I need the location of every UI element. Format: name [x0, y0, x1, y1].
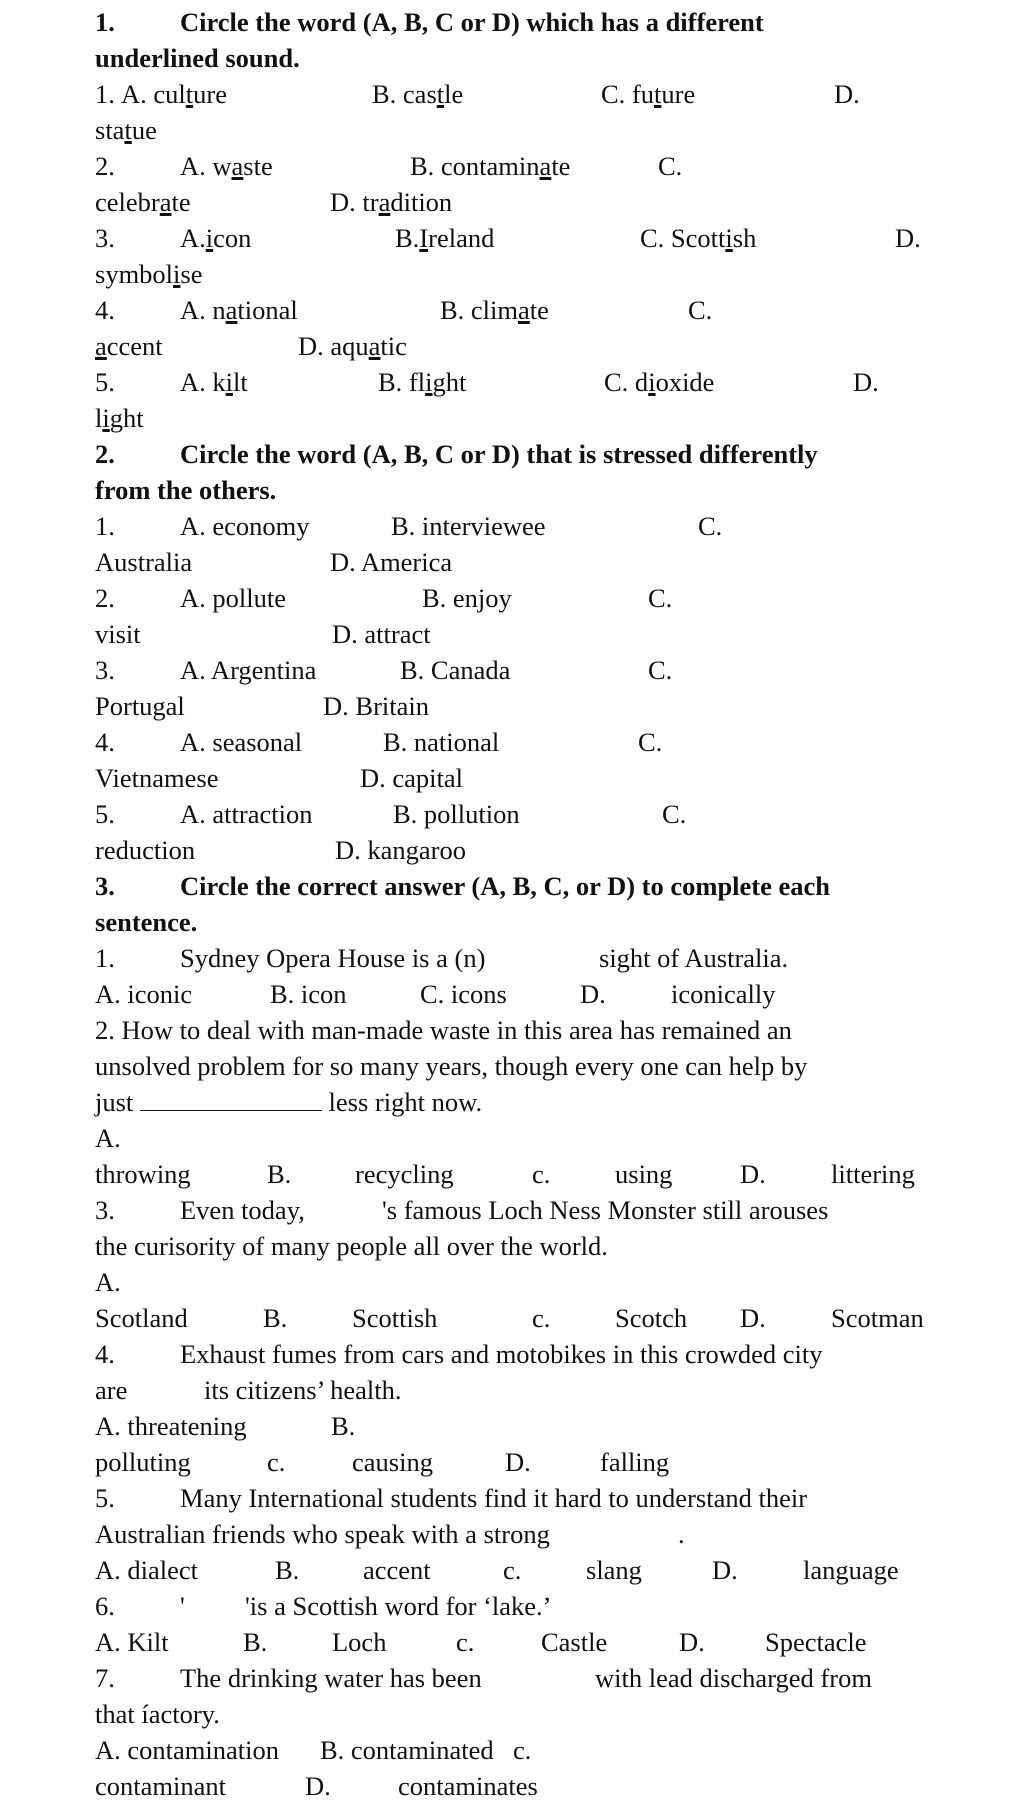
- s1q5-number: 5.: [95, 367, 115, 397]
- s1q1-option-c: C. future: [601, 79, 696, 109]
- s1q5-option-b: B. flight: [378, 367, 467, 397]
- s3q4-number: 4.: [95, 1339, 115, 1369]
- s3q7-option-d: contaminates: [398, 1771, 538, 1801]
- s3q5-option-c: slang: [586, 1555, 642, 1585]
- s1q3-number: 3.: [95, 223, 115, 253]
- s1-question-3: [95, 220, 996, 256]
- s3-question-5-cont: [95, 1516, 996, 1552]
- s2q5-option-c: reduction: [95, 835, 196, 865]
- section1-heading-text: Circle the word (A, B, C or D) which has a different: [180, 7, 764, 37]
- s3q1-option-b: B. icon: [270, 979, 347, 1009]
- s3q4-rest: its citizens’ health.: [204, 1375, 402, 1405]
- s2q2-number: 2.: [95, 583, 115, 613]
- s3q7-number: 7.: [95, 1663, 115, 1693]
- s3q4-option-d: falling: [600, 1447, 670, 1477]
- s2-question-3-cont: [95, 688, 996, 724]
- s1q2-option-d: D. tradition: [330, 187, 453, 217]
- s2q5-option-c-label: C.: [662, 799, 687, 829]
- s3q2-option-d: littering: [831, 1159, 915, 1189]
- s3q7-option-c-label: c.: [513, 1735, 532, 1765]
- s3q3-option-d: Scotman: [831, 1303, 924, 1333]
- s2q2-option-c: visit: [95, 619, 141, 649]
- s1q1-option-a: A. culture: [121, 79, 227, 109]
- s2q3-option-a: A. Argentina: [180, 655, 317, 685]
- s3q1-option-c: C. icons: [420, 979, 507, 1009]
- s2-question-4: [95, 724, 996, 760]
- s3-question-4: [95, 1336, 996, 1372]
- section1-heading-cont: underlined sound.: [95, 43, 300, 73]
- s2q1-option-a: A. economy: [180, 511, 310, 541]
- section3-heading-cont: sentence.: [95, 907, 198, 937]
- s1q4-option-c-label: C.: [688, 295, 713, 325]
- s2q3-number: 3.: [95, 655, 115, 685]
- s3q5-option-b-label: B.: [275, 1555, 300, 1585]
- s2q3-option-c: Portugal: [95, 691, 185, 721]
- s1q5-option-c: C. dioxide: [604, 367, 715, 397]
- s2q3-option-c-label: C.: [648, 655, 673, 685]
- section1-heading: [95, 4, 996, 40]
- s3-question-6-options: [95, 1624, 996, 1660]
- s3q2-option-a: throwing: [95, 1159, 191, 1189]
- s3q2-option-a-label: A.: [95, 1123, 121, 1153]
- s1q3-option-d-label: D.: [895, 223, 921, 253]
- s2q2-option-b: B. enjoy: [422, 583, 512, 613]
- section2-number: 2.: [95, 439, 115, 469]
- s3q4-option-c: causing: [352, 1447, 433, 1477]
- s3q6-option-d: Spectacle: [765, 1627, 867, 1657]
- s1q1-option-d: statue: [95, 115, 157, 145]
- s3q2-line3: [95, 1084, 996, 1120]
- s2-question-4-cont: [95, 760, 996, 796]
- s1q4-option-a: A. national: [180, 295, 298, 325]
- s1q2-option-c-label: C.: [658, 151, 683, 181]
- s1q1-option-b: B. castle: [372, 79, 464, 109]
- s3q6-text: 'is a Scottish word for ‘lake.’: [245, 1591, 552, 1621]
- s3-question-4-cont: [95, 1372, 996, 1408]
- s2q5-option-b: B. pollution: [393, 799, 520, 829]
- s3q3-option-b-label: B.: [263, 1303, 288, 1333]
- s3-question-3-options: [95, 1300, 996, 1336]
- s3q6-option-c: Castle: [541, 1627, 608, 1657]
- s2q1-option-b: B. interviewee: [391, 511, 546, 541]
- s1q3-option-b: B.Ireland: [395, 223, 495, 253]
- s3q7-option-b: B. contaminated: [320, 1735, 494, 1765]
- s1-question-5: [95, 364, 996, 400]
- s1q1-number: 1.: [95, 79, 115, 109]
- s2q2-option-a: A. pollute: [180, 583, 286, 613]
- s3q5-option-c-label: c.: [503, 1555, 522, 1585]
- s1q3-option-a: A.icon: [180, 223, 252, 253]
- s3q5-option-d: language: [803, 1555, 899, 1585]
- s1q2-option-c: celebrate: [95, 187, 191, 217]
- s3q3-line2: the curisority of many people all over the world.: [95, 1231, 608, 1261]
- s3q7-option-d-label: D.: [305, 1771, 331, 1801]
- s3q5-option-b: accent: [363, 1555, 431, 1585]
- s3-question-6: [95, 1588, 996, 1624]
- s3q7-text-b: with lead discharged from: [595, 1663, 872, 1693]
- s3q2-line1: 2. How to deal with man-made waste in this area has remained an: [95, 1015, 792, 1045]
- s3-question-7-options-1: [95, 1732, 996, 1768]
- s3-question-5: [95, 1480, 996, 1516]
- section2-heading-text: Circle the word (A, B, C or D) that is stressed differently: [180, 439, 818, 469]
- s1-question-2-cont: [95, 184, 996, 220]
- s3q6-option-a: A. Kilt: [95, 1627, 169, 1657]
- s2-question-5-cont: [95, 832, 996, 868]
- s3q4-line1: Exhaust fumes from cars and motobikes in this crowded city: [180, 1339, 823, 1369]
- s1q2-number: 2.: [95, 151, 115, 181]
- s1q5-option-d: light: [95, 403, 144, 433]
- s3-question-7-options-2: [95, 1768, 996, 1804]
- s3-question-1-options: [95, 976, 996, 1012]
- section3-number: 3.: [95, 871, 115, 901]
- s1-question-1: [95, 76, 996, 112]
- s2q4-option-a: A. seasonal: [180, 727, 303, 757]
- s1q3-option-c: C. Scottish: [640, 223, 757, 253]
- s1q4-option-b: B. climate: [440, 295, 549, 325]
- s3-question-5-options: [95, 1552, 996, 1588]
- s2q4-option-b: B. national: [383, 727, 500, 757]
- s3q4-option-b-label: B.: [331, 1411, 356, 1441]
- s2q5-number: 5.: [95, 799, 115, 829]
- s3q6-option-b-label: B.: [243, 1627, 268, 1657]
- s1q2-option-a: A. waste: [180, 151, 273, 181]
- s3q2-after-blank: less right now.: [328, 1087, 483, 1117]
- s2q2-option-c-label: C.: [648, 583, 673, 613]
- s3-question-1: [95, 940, 996, 976]
- s2q1-option-c-label: C.: [698, 511, 723, 541]
- s3q7-text-a: The drinking water has been: [180, 1663, 482, 1693]
- s3q2-option-d-label: D.: [740, 1159, 766, 1189]
- s3q7-option-c: contaminant: [95, 1771, 226, 1801]
- section2-heading: [95, 436, 996, 472]
- s3q2-answer-blank: [140, 1084, 322, 1111]
- section3-heading: [95, 868, 996, 904]
- s2q3-option-b: B. Canada: [400, 655, 511, 685]
- s2q5-option-a: A. attraction: [180, 799, 313, 829]
- s3q4-option-a: A. threatening: [95, 1411, 247, 1441]
- s1q4-number: 4.: [95, 295, 115, 325]
- s3q1-text-a: Sydney Opera House is a (n): [180, 943, 486, 973]
- s1-question-4-cont: [95, 328, 996, 364]
- s3q6-quote: ': [180, 1591, 185, 1621]
- s3q6-number: 6.: [95, 1591, 115, 1621]
- s3q3-option-a-label: A.: [95, 1267, 121, 1297]
- s2q4-number: 4.: [95, 727, 115, 757]
- s3q2-line2: unsolved problem for so many years, though every one can help by: [95, 1051, 808, 1081]
- s3q7-line2: that íactory.: [95, 1699, 220, 1729]
- s1q5-option-d-label: D.: [853, 367, 879, 397]
- s3q5-number: 5.: [95, 1483, 115, 1513]
- s3q3-number: 3.: [95, 1195, 115, 1225]
- s3q4-option-d-label: D.: [505, 1447, 531, 1477]
- s2-question-5: [95, 796, 996, 832]
- s3q2-option-c: using: [615, 1159, 673, 1189]
- s2q1-number: 1.: [95, 511, 115, 541]
- section3-heading-text: Circle the correct answer (A, B, C, or D) to complete each: [180, 871, 831, 901]
- s2q2-option-d: D. attract: [332, 619, 431, 649]
- s3q5-option-a: A. dialect: [95, 1555, 199, 1585]
- s3q2-option-b-label: B.: [267, 1159, 292, 1189]
- s1q4-option-d: D. aquatic: [298, 331, 407, 361]
- s3q2-option-c-label: c.: [532, 1159, 551, 1189]
- s3q5-line2: Australian friends who speak with a strong: [95, 1519, 550, 1549]
- s2q1-option-c: Australia: [95, 547, 193, 577]
- s1q4-option-c: accent: [95, 331, 163, 361]
- s1q5-option-a: A. kilt: [180, 367, 248, 397]
- s3-question-4-options-1: [95, 1408, 996, 1444]
- s1-question-4: [95, 292, 996, 328]
- s2-question-1: [95, 508, 996, 544]
- s2q1-option-d: D. America: [330, 547, 453, 577]
- s3q6-option-c-label: c.: [456, 1627, 475, 1657]
- s3q2-just: just: [95, 1087, 134, 1117]
- section1-number: 1.: [95, 7, 115, 37]
- s3q1-option-d: iconically: [671, 979, 776, 1009]
- s3q1-text-b: sight of Australia.: [599, 943, 789, 973]
- s1q2-option-b: B. contaminate: [410, 151, 571, 181]
- s3q4-option-b: polluting: [95, 1447, 191, 1477]
- s3q5-dot: .: [678, 1519, 685, 1549]
- s3q2-option-b: recycling: [355, 1159, 454, 1189]
- s2-question-2-cont: [95, 616, 996, 652]
- s3q3-text-b: 's famous Loch Ness Monster still arouses: [382, 1195, 829, 1225]
- s3-question-2-options: [95, 1156, 996, 1192]
- s1q1-option-d-label: D.: [834, 79, 860, 109]
- s2-question-3: [95, 652, 996, 688]
- s3-question-7: [95, 1660, 996, 1696]
- s3q7-option-a: A. contamination: [95, 1735, 279, 1765]
- s3q4-option-c-label: c.: [267, 1447, 286, 1477]
- s3q1-option-d-label: D.: [580, 979, 606, 1009]
- s2q5-option-d: D. kangaroo: [335, 835, 466, 865]
- s3q6-option-d-label: D.: [679, 1627, 705, 1657]
- s3q3-option-a: Scotland: [95, 1303, 188, 1333]
- s3q1-number: 1.: [95, 943, 115, 973]
- s2q3-option-d: D. Britain: [323, 691, 429, 721]
- s2q4-option-c-label: C.: [638, 727, 663, 757]
- s1-question-2: [95, 148, 996, 184]
- s3q3-option-c-label: c.: [532, 1303, 551, 1333]
- s2q4-option-d: D. capital: [360, 763, 464, 793]
- s2q4-option-c: Vietnamese: [95, 763, 219, 793]
- s3q1-option-a: A. iconic: [95, 979, 193, 1009]
- s3-question-4-options-2: [95, 1444, 996, 1480]
- s3q3-option-b: Scottish: [352, 1303, 438, 1333]
- s3q6-option-b: Loch: [332, 1627, 387, 1657]
- s2-question-1-cont: [95, 544, 996, 580]
- s1q3-option-d: symbolise: [95, 259, 203, 289]
- s3q3-option-c: Scotch: [615, 1303, 688, 1333]
- s3q3-text-a: Even today,: [180, 1195, 305, 1225]
- s3-question-3: [95, 1192, 996, 1228]
- section2-heading-cont: from the others.: [95, 475, 277, 505]
- s3q4-are: are: [95, 1375, 128, 1405]
- s3q5-option-d-label: D.: [712, 1555, 738, 1585]
- s2-question-2: [95, 580, 996, 616]
- s3q3-option-d-label: D.: [740, 1303, 766, 1333]
- s3q5-line1: Many International students find it hard to understand their: [180, 1483, 808, 1513]
